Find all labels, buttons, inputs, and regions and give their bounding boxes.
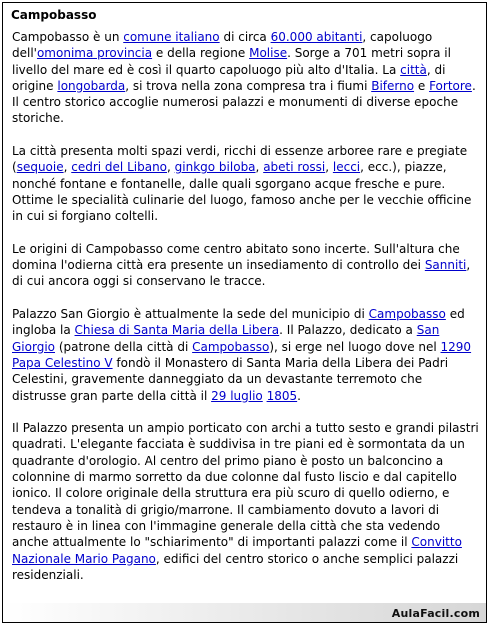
link-campobasso[interactable]: Campobasso [368, 307, 446, 322]
link-campobasso[interactable]: Campobasso [192, 339, 270, 354]
link-cedri-del-libano[interactable]: cedri del Libano [71, 160, 168, 175]
text: La città presenta molti spazi verdi, ricchi di essenze arboree rare e pregiate ( [12, 144, 468, 175]
text: Le origini di Campobasso come centro abitato sono incerte. Sull'altura che domina l'odierna città era presente un insediamento di controllo dei [12, 241, 460, 273]
link-sequoie[interactable]: sequoie [16, 160, 64, 175]
text: , ecc.), piazze, nonché fontane e fontanelle, dalle quali sgorgano acque fresche e pure. Ottime le specialità culinarie del luogo, famoso anche per le vecchie officine in cui si forgiano coltelli. [12, 160, 472, 224]
link-ginkgo-biloba[interactable]: ginkgo biloba [174, 160, 256, 175]
text: Palazzo San Giorgio è attualmente la sede del municipio di [12, 307, 369, 322]
link-comune-italiano[interactable]: comune italiano [123, 30, 220, 44]
text: Il Palazzo presenta un ampio porticato con archi a tutto sesto e grandi pilastri quadrati. L'elegante facciata è suddivisa in tre piani ed è sormontata da un quadrante d'orologio. Al centro del primo piano è posto un balconcino a colonnine di marmo sorretto da due colonne dal fusto liscio e dal capitello ionico. Il colore originale della struttura era più scuro di quello odierno, e tendeva a tonalità di grigio/marrone. Il cambiamento dovuto a lavori di restauro è in linea con l'immagine generale della città che sta vedendo anche attualmente lo "schiarimento" di importanti palazzi come il [12, 421, 479, 550]
link-1805[interactable]: 1805 [266, 388, 298, 403]
link-molise[interactable]: Molise [249, 46, 288, 61]
footer-bar [3, 603, 487, 622]
text: di circa [219, 30, 271, 44]
link-fortore[interactable]: Fortore [429, 78, 472, 93]
article-body [12, 29, 480, 599]
text: , [63, 160, 72, 175]
text: . Il Palazzo, dedicato a [279, 323, 417, 338]
text: , edifici del centro storico o anche semplici palazzi residenziali. [12, 551, 459, 582]
link-longobarda[interactable]: longobarda [57, 78, 126, 93]
text: , di cui ancora oggi si conservano le tracce. [12, 258, 471, 289]
link-omonima-provincia[interactable]: omonima provincia [36, 46, 153, 61]
paragraph-verde [12, 143, 480, 224]
article-frame [2, 2, 487, 623]
paragraph-intro [12, 29, 480, 127]
text: . [297, 388, 301, 403]
link-citta[interactable]: città [400, 62, 427, 77]
link-sanniti[interactable]: Sanniti [424, 258, 467, 273]
text: , di origine [12, 62, 446, 93]
article-title: Campobasso [11, 8, 97, 22]
link-1290[interactable]: 1290 [440, 339, 472, 354]
link-lecci[interactable]: lecci [332, 160, 361, 175]
link-convitto-nazionale-mario-pagano[interactable]: Convitto Nazionale Mario Pagano [12, 535, 462, 566]
text: e [414, 78, 430, 93]
paragraph-palazzo-san-giorgio [12, 306, 480, 404]
text: , [255, 160, 264, 175]
link-biferno[interactable]: Biferno [371, 78, 415, 93]
paragraph-porticato [12, 420, 480, 583]
link-abeti-rossi[interactable]: abeti rossi [263, 160, 326, 175]
text: ed ingloba la [12, 307, 465, 338]
text: , capoluogo dell' [12, 30, 433, 61]
text: , [167, 160, 175, 175]
text: (patrone della città di [55, 339, 193, 354]
text: e della regione [152, 46, 250, 61]
aulafacil-logo: AulaFacil.com [391, 607, 480, 620]
paragraph-origini [12, 241, 480, 290]
text: fondò il Monastero di Santa Maria della Libera dei Padri Celestini, gravemente danneggiato da un devastante terremoto che distrusse gran parte della città il [12, 355, 449, 403]
text: ), si erge nel luogo dove nel [269, 339, 441, 354]
link-chiesa-santa-maria-della-libera[interactable]: Chiesa di Santa Maria della Libera [74, 323, 280, 338]
link-abitanti[interactable]: 60.000 abitanti [270, 30, 363, 44]
link-papa-celestino-v[interactable]: Papa Celestino V [12, 355, 113, 370]
link-29-luglio[interactable]: 29 luglio [211, 388, 263, 403]
text: , si trova nella zona compresa tra i fiumi [125, 78, 372, 93]
text: , [325, 160, 333, 175]
text: . Il centro storico accoglie numerosi palazzi e monumenti di diverse epoche storiche. [12, 78, 476, 126]
link-san-giorgio[interactable]: San Giorgio [12, 323, 440, 354]
text: Campobasso è un [12, 30, 124, 44]
text: . Sorge a 701 metri sopra il livello del mare ed è così il quarto capoluogo più alto d'Italia. La [12, 46, 451, 77]
